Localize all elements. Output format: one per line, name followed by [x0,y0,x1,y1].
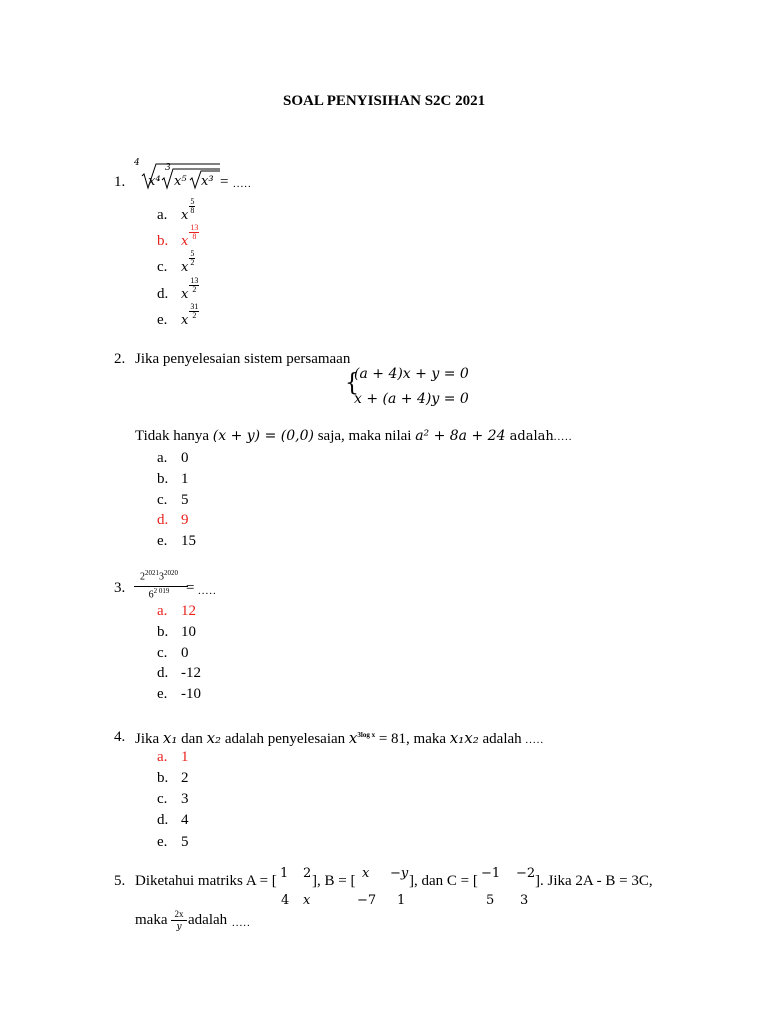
option-value: 10 [181,624,196,640]
exponent: 2 019 [153,587,170,595]
exponent-numerator: 31 [190,302,199,312]
option-label: a. [157,749,168,765]
question-text-b: ], B = [ [312,873,356,889]
option-label: e. [157,312,168,328]
option-item [157,791,189,808]
fraction-denominator [132,588,186,600]
option-value: 5 [181,834,189,850]
option-label: d. [157,286,169,302]
math-span: x [348,729,358,747]
option-value: 3 [181,791,189,807]
math-span: (x + y) = (0,0) [212,428,314,444]
matrix-b-22: 1 [397,893,406,908]
option-item [157,624,196,641]
option-item [157,276,199,303]
option-label: e. [157,834,168,850]
option-label: b. [157,770,169,786]
exponent-denominator: 8 [192,232,197,242]
exponent: 2021 [145,569,159,577]
option-exponent-fraction [189,250,195,267]
exponent: 2020 [164,569,178,577]
exponent: 3log x [357,731,376,739]
option-value: 4 [181,812,189,828]
matrix-b-11: x [362,866,370,881]
fraction-numerator [132,570,186,582]
option-value: 15 [181,533,196,549]
option-exponent-fraction [189,198,195,215]
root-index-outer: 4 [134,158,140,168]
question-text-d: ]. Jika 2A - B = 3C, [535,873,653,889]
option-value: 0 [181,645,189,661]
text-span: adalah [478,731,522,747]
option-label: c. [157,259,168,275]
option-base: x [181,208,189,223]
answer-dots: ..... [553,431,573,443]
option-item [157,834,189,851]
option-item [157,645,189,662]
math-span: a² + 8a + 24 [415,428,506,444]
option-label: c. [157,791,168,807]
option-base: x [181,260,189,275]
option-item [157,665,201,682]
option-value: 12 [181,603,196,619]
option-item [157,812,189,829]
option-item [157,603,196,620]
question-text-2 [135,428,572,445]
option-value: 0 [181,450,189,466]
option-item [157,512,189,529]
matrix-b-21: −7 [357,893,377,908]
fraction-bar [171,920,187,921]
exponent-denominator: 8 [190,206,195,216]
option-item [157,686,201,703]
math-span: x₁ [162,729,178,747]
question-text-f: adalah [188,912,228,928]
left-brace: { [345,369,359,398]
option-label: e. [157,533,168,549]
matrix-c-12: −2 [516,866,536,881]
text-span: = 81, maka [375,731,450,747]
option-item [157,471,189,488]
option-item [157,249,195,276]
question-text-e: maka [135,912,168,928]
option-value: -10 [181,686,201,702]
option-label: b. [157,471,169,487]
answer-dots: ..... [198,585,217,597]
option-label: d. [157,812,169,828]
question-number: 2. [114,351,126,367]
option-item [157,770,189,787]
text-span: adalah penyelesaian [221,731,349,747]
matrix-c-11: −1 [481,866,501,881]
question-number: 4. [114,729,126,745]
option-base: x [181,234,189,249]
equals-sign: = [220,174,229,190]
exponent-numerator: 5 [190,249,195,259]
question-text: Jika penyelesaian sistem persamaan [135,351,351,367]
option-label: d. [157,512,169,528]
equation-1: (a + 4)x + y = 0 [354,366,469,382]
option-value: 1 [181,471,189,487]
option-label: e. [157,686,168,702]
option-label: a. [157,207,168,223]
exponent-denominator: 2 [190,258,195,268]
answer-dots: ..... [232,917,251,929]
base: 6 [148,589,154,601]
option-label: a. [157,450,168,466]
matrix-c-21: 5 [486,893,495,908]
option-item [157,197,195,224]
option-base: x [181,287,189,302]
option-label: b. [157,233,169,249]
matrix-a-11: 1 [280,866,289,881]
exponent-numerator: 13 [190,276,199,286]
option-label: d. [157,665,169,681]
option-item [157,450,189,467]
matrix-a-12: 2 [303,866,312,881]
fraction-denominator: y [176,922,182,932]
question-number: 1. [114,174,126,190]
matrix-a-22: x [303,893,311,908]
math-span: x₂ [206,729,222,747]
term-1: x⁴ [148,174,161,189]
text-span: adalah [505,429,554,444]
fraction-numerator: 2x [174,909,184,919]
option-value: 2 [181,770,189,786]
option-exponent-fraction [189,277,199,294]
option-label: c. [157,492,168,508]
option-item [157,492,189,509]
answer-dots: ..... [233,178,252,190]
question-text-a: Diketahui matriks A = [ [135,873,277,889]
text-span: saja, maka nilai [313,428,416,444]
answer-dots: ..... [525,734,545,746]
term-2: x⁵ [174,174,187,189]
option-value: 9 [181,512,189,528]
question-number: 5. [114,873,126,889]
option-value: 5 [181,492,189,508]
option-item [157,749,189,766]
exponent-numerator: 13 [190,223,199,233]
option-value: -12 [181,665,201,681]
base: 3 [159,571,164,583]
matrix-b-12: −y [390,866,409,881]
exponent-denominator: 2 [192,285,197,295]
page-title: SOAL PENYISIHAN S2C 2021 [283,93,486,109]
question-number: 3. [114,580,126,596]
text-span: Jika [135,731,163,747]
matrix-a-21: 4 [281,893,290,908]
matrix-c-22: 3 [520,893,529,908]
option-label: b. [157,624,169,640]
question-text [135,729,544,748]
text-span: Tidak hanya [135,428,213,444]
option-exponent-fraction [189,303,199,320]
base: 2 [140,571,145,583]
option-item [157,223,199,250]
option-item [157,533,196,550]
equation-2: x + (a + 4)y = 0 [354,391,469,407]
option-exponent-fraction [189,224,199,241]
equals-sign: = [186,580,195,596]
option-label: a. [157,603,168,619]
term-3: x³ [201,174,214,189]
option-label: c. [157,645,168,661]
root-index-inner: 3 [165,163,171,173]
option-value: 1 [181,749,189,765]
option-item [157,302,199,329]
math-span: x₁x₂ [449,729,479,747]
text-span: dan [177,731,207,747]
exponent-numerator: 5 [190,197,195,207]
option-base: x [181,313,189,328]
exponent-denominator: 2 [192,311,197,321]
question-text-c: ], dan C = [ [409,873,478,889]
